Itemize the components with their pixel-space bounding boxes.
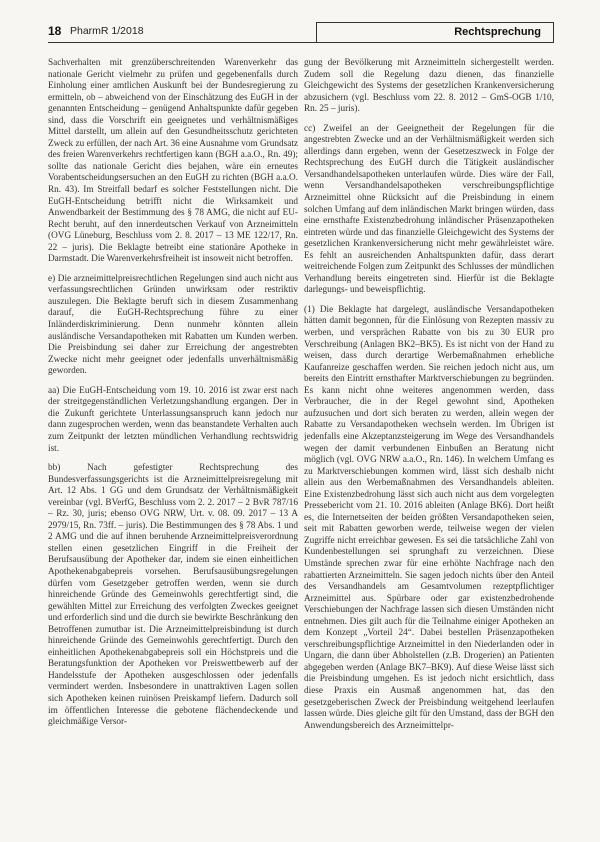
paragraph: Sachverhalten mit grenzüberschreitenden Warenverkehr das nationale Gericht vielmehr zu prüfen und gegebenenfalls durch Einholung einer amtlichen Auskunft bei der Bundesregierung zu ermitteln, ob – abweichend von der Einschätzung des EuGH in der genannten Entscheidung – genügend Anhaltspunkte dafür gegeben sind, dass die Vorschrift ein geeignetes und verhältnismäßiges Mittel darstellt, um allein auf den Gesundheitsschutz gerichteten Zweck zu erfüllen, der nach Art. 36 eine Ausnahme vom Grundsatz des freien Warenverkehrs rechtfertigen kann (BGH a.a.O., Rn. 49); sollte das nationale Gericht dies bejahen, wäre ein erneutes Vorabentscheidungsersuchen an den EuGH zu richten (BGH a.a.O. Rn. 43). Im Streitfall bedarf es solcher Feststellungen nicht. Die EuGH-Entscheidung betrifft nicht die Wirksamkeit und Anwendbarkeit der Bestimmung des § 78 AMG, die nicht auf EU-Recht beruht, auf den innerdeutschen Verkauf von Arzneimitteln (OVG Lüneburg, Beschluss vom 2. 8. 2017 – 13 ME 122/17, Rn. 22 – juris). Die Beklagte betreibt eine stationäre Apotheke in Darmstadt. Die Warenverkehrsfreiheit ist insoweit nicht betroffen. [48,58,298,265]
paragraph: aa) Die EuGH-Entscheidung vom 19. 10. 2016 ist zwar erst nach der streitgegenständlichen Verletzungshandlung ergangen. Der in die Zukunft gerichtete Unterlassungsanspruch kann jedoch nur dann zugesprochen werden, wenn das beanstandete Verhalten auch zum Zeitpunkt der letzten mündlichen Verhandlung rechtswidrig ist. [48,385,298,454]
section-title: Rechtsprechung [316,22,554,42]
page-header [48,22,554,43]
paragraph: cc) Zweifel an der Geeignetheit der Regelungen für die angestrebten Zwecke und an der Verhältnismäßigkeit werden sich allerdings dann ergeben, wenn der Gesetzeszweck in Folge der Rechtsprechung des EuGH durch die Tätigkeit ausländischer Versandhandelsapotheken unterlaufen würde. Dies wäre der Fall, wenn Versandhandelsapotheken verschreibungspflichtige Arzneimittel ohne Rücksicht auf die Preisbindung in einem solchen Umfang auf dem inländischen Markt bringen würden, dass eine ernsthafte Existenzbedrohung inländischer Präsenzapotheken eintreten würde und das finanzielle Gleichgewicht des Systems der gesetzlichen Krankenversicherung nicht mehr gewährleistet wäre. Es fehlt an ausreichenden Anhaltspunkten dafür, dass derart weitreichende Folgen zum Zeitpunkt des Schlusses der mündlichen Verhandlung bereits eingetreten sind. Hierfür ist die Beklagte darlegungs- und beweispflichtig. [304,123,554,296]
paragraph: gung der Bevölkerung mit Arzneimitteln sichergestellt werden. Zudem soll die Regelung dazu dienen, das finanzielle Gleichgewicht des Systems der gesetzlichen Krankenversicherung abzusichern (vgl. Beschluss vom 22. 8. 2012 – GmS-OGB 1/10, Rn. 25 – juris). [304,58,554,115]
journal-issue: PharmR 1/2018 [70,25,144,37]
page-number: 18 [48,24,62,38]
right-column [304,58,554,828]
paragraph: e) Die arzneimittelpreisrechtlichen Regelungen sind auch nicht aus verfassungsrechtlichen Gründen unwirksam oder restriktiv auszulegen. Die Beklagte beruft sich in diesem Zusammenhang darauf, die EuGH-Rechtsprechung führe zu einer Inländerdiskriminierung. Denn nunmehr könnten allein ausländische Versandapotheken mit Rabatten um Kunden werben. Die Preisbindung sei daher zur Erreichung der angestrebten Zwecke nicht mehr geeignet oder jedenfalls unverhältnismäßig geworden. [48,273,298,377]
paragraph: (1) Die Beklagte hat dargelegt, ausländische Versandapotheken hätten damit begonnen, für die Einlösung von Rezepten massiv zu werben, und versprächen Rabatte von bis zu 30 EUR pro Verschreibung (Anlagen BK2–BK5). Es ist nicht von der Hand zu weisen, dass durch derartige Werbemaßnahmen erhebliche Kaufanreize geschaffen werden. Sie reichen jedoch nicht aus, um bereits den Eintritt ernsthafter Marktverschiebungen zu begründen. Es kann nicht ohne weiteres angenommen werden, dass Verbraucher, die in der Regel gewohnt sind, Apotheken aufzusuchen und dort sich beraten zu werden, allein wegen der Rabatte zu Versandapotheken wechseln werden. Im Übrigen ist jedenfalls eine Akzeptanzsteigerung im Wege des Versandhandels wegen der damit verbundenen Einbußen an Beratung nicht möglich (vgl. OVG NRW a.a.O., Rn. 146). In welchem Umfang es zu Marktverschiebungen kommen wird, lässt sich deshalb nicht allein aus den Werbemaßnahmen des Versandhandels ableiten. Eine Existenzbedrohung lässt sich auch nicht aus dem vorgelegten Pressebericht vom 21. 10. 2016 ableiten (Anlage BK6). Dort heißt es, die Internetseiten der beiden größten Versandapotheken seien, seit mit Rabatten geworben werde, teilweise wegen der vielen Zugriffe nicht erreichbar gewesen. Es sei die tatsächliche Zahl von Kundenbestellungen sei sprunghaft zu verzeichnen. Diese Umstände sprechen zwar für eine erhöhte Nachfrage nach den rabattierten Arzneimitteln. Sie sagen jedoch nichts über den Anteil des Versandhandels am Gesamtvolumen rezeptpflichtiger Arzneimittel aus. Spürbare oder gar existenzbedrohende Verschiebungen der Nachfrage lassen sich diesen Umständen nicht entnehmen. Dies gilt auch für die Teilnahme einiger Apotheken an dem Konzept „Vorteil 24“. Dabei bestellen Präsenzapotheken verschreibungspflichtige Arzneimittel in den Niederlanden oder in Ungarn, die dann über Abholstellen (z.B. Drogerien) an Patienten abgegeben werden (Anlage BK7–BK9). Auf diese Weise lässt sich die Preisbindung umgehen. Es ist jedoch nicht ersichtlich, dass diese Praxis ein Ausmaß angenommen hat, das den gesetzgeberischen Zweck der Preisbindung weitgehend leerlaufen lassen würde. Dies gleiche gilt für den Umstand, dass der BGH den Anwendungsbereich des Arzneimittelpr- [304,304,554,731]
left-column [48,58,298,828]
paragraph: bb) Nach gefestigter Rechtsprechung des Bundesverfassungsgerichts ist die Arzneimittelpreisregelung mit Art. 12 Abs. 1 GG und dem Grundsatz der Verhältnismäßigkeit vereinbar (vgl. BVerfG, Beschluss vom 2. 2. 2017 – 2 BvR 787/16 – Rz. 30, juris; ebenso OVG NRW, Urt. v. 08. 09. 2017 – 13 A 2979/15, Rn. 73ff. – juris). Die Bestimmungen des § 78 Abs. 1 und 2 AMG und die auf ihnen beruhende Arzneimittelpreisverordnung stellen einen gesetzlichen Eingriff in die Freiheit der Berufsausübung der Apotheker dar, indem sie einen einheitlichen Apothekenabgabepreis vorsehen. Berufsausübungsregelungen dürfen vom Gesetzgeber getroffen werden, wenn sie durch hinreichende Gründe des Gemeinwohls gerechtfertigt sind, die gewählten Mittel zur Erreichung des verfolgten Zweckes geeignet und erforderlich sind und die durch sie bewirkte Beschränkung den Betroffenen zumutbar ist. Die Arzneimittelpreisbindung ist durch hinreichende Gründe des Gemeinwohls gerechtfertigt. Durch den einheitlichen Apothekenabgabepreis soll ein Höchstpreis und die Beratungsfunktion der Apotheken vor Preiswettbewerb auf der Handelsstufe der Apotheken ausgeschlossen oder jedenfalls vermindert werden. Insbesondere in unattraktiven Lagen sollen sich Apotheken keinen ruinösen Preiskampf liefern. Dadurch soll im öffentlichen Interesse die gebotene flächendeckende und gleichmäßige Versor- [48,463,298,728]
